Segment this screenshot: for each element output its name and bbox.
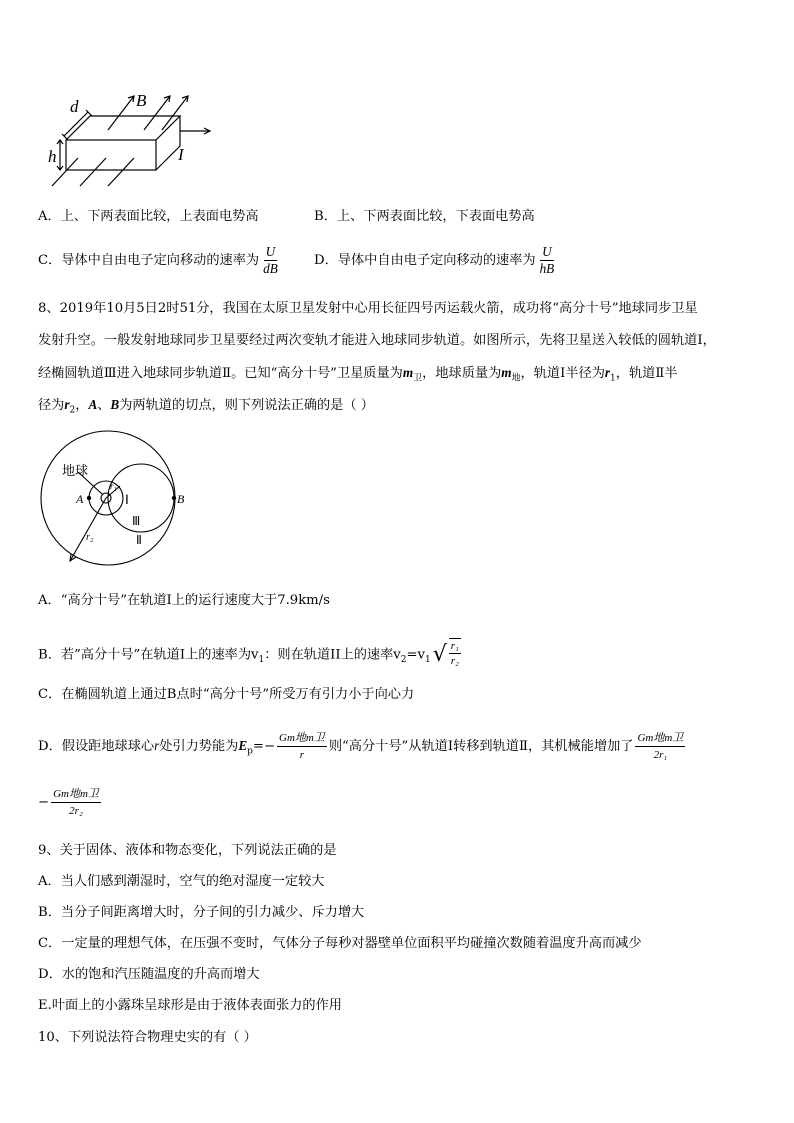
q8-option-b (38, 638, 463, 672)
frac-denominator: hB (539, 261, 555, 276)
orbit-figure (36, 428, 196, 584)
q8-stem-line2: 发射升空。一般发射地球同步卫星要经过两次变轨才能进入地球同步轨道。如图所示，先将卫星送入较低的圆轨道Ⅰ， (38, 333, 716, 348)
symbol-m-sat: m (402, 365, 414, 380)
q7-option-c-text: C．导体中自由电子定向移动的速率为 (38, 253, 260, 268)
q9-option-a: A．当人们感到潮湿时，空气的绝对湿度一定较大 (38, 874, 325, 889)
q7-option-d (314, 244, 558, 277)
symbol-Ep: E (238, 738, 248, 753)
q9-option-d: D．水的饱和汽压随温度的升高而增大 (38, 967, 260, 982)
symbol-m-earth: m (501, 365, 512, 380)
subscript: 卫 (413, 373, 423, 384)
text-span: 处引力势能为 (159, 739, 239, 754)
frac-denominator: r (299, 749, 305, 761)
q7-option-a: A．上、下两表面比较，上表面电势高 (38, 209, 259, 224)
label-r2: r₂ (86, 532, 94, 543)
frac-denominator: 2r₁ (653, 749, 668, 761)
q7-option-d-fraction (538, 244, 557, 277)
subscript: 2 (400, 655, 407, 666)
q7-option-c (38, 244, 282, 277)
q7-option-d-text: D．导体中自由电子定向移动的速率为 (314, 253, 536, 268)
conductor-block-figure (38, 88, 218, 190)
subscript: 2 (69, 405, 76, 416)
text-span: 为两轨道的切点，则下列说法正确的是（ ） (119, 398, 374, 413)
frac-denominator: r₂ (450, 655, 459, 667)
potential-fraction (277, 730, 327, 763)
frac-numerator: U (542, 244, 552, 259)
text-span: =v (406, 647, 425, 663)
symbol-r1: r (604, 365, 611, 380)
subscript: 1 (258, 655, 265, 666)
label-orbit-I: Ⅰ (125, 492, 129, 507)
q9-stem: 9、关于固体、液体和物态变化，下列说法正确的是 (38, 843, 337, 858)
text-span: =− (252, 739, 276, 754)
symbol-r2: r (64, 397, 70, 412)
label-earth: 地球 (62, 463, 89, 478)
text-span: ：则在轨道II上的速率v (264, 647, 401, 663)
q7-option-c-fraction (261, 244, 280, 277)
text-span: ，地球质量为 (422, 366, 502, 381)
q8-stem-line4 (38, 396, 374, 420)
text-span: D．假设距地球球心 (38, 739, 155, 754)
label-B: B (136, 91, 147, 110)
sqrt-expression (433, 638, 463, 672)
frac-numerator: Gm地m卫 (277, 730, 327, 747)
text-span: 经椭圆轨道Ⅲ进入地球同步轨道Ⅱ。已知“高分十号”卫星质量为 (38, 366, 403, 381)
q8-option-d (38, 730, 687, 763)
symbol-A: A (88, 397, 98, 412)
label-r1: r₁ (110, 481, 117, 491)
subscript: 地 (511, 373, 521, 384)
text-span: B．若”高分十号”在轨道I上的速率为v (38, 647, 259, 663)
label-orbit-III: Ⅲ (132, 514, 141, 528)
q9-option-c: C．一定量的理想气体，在压强不变时，气体分子每秒对器壁单位面积平均碰撞次数随着温度升高而减少 (38, 936, 642, 951)
q8-stem-line3 (38, 364, 677, 388)
label-orbit-II: Ⅱ (136, 533, 142, 547)
q8-option-c: C．在椭圆轨道上通过B点时“高分十号”所受万有引力小于向心力 (38, 687, 415, 702)
text-span: ，轨道Ⅱ半 (615, 366, 678, 381)
label-h: h (48, 147, 57, 166)
label-A: A (76, 492, 84, 506)
symbol-r: r (154, 738, 160, 753)
text-span: 、 (97, 398, 111, 413)
frac-numerator: r₁ (450, 640, 459, 652)
energy-fraction-1 (635, 730, 685, 763)
sqrt-fraction (449, 638, 461, 672)
minus-sign: − (38, 795, 50, 810)
subscript: 1 (425, 655, 431, 666)
label-I: I (178, 145, 184, 164)
q8-stem-line1: 8、2019年10月5日2时51分，我国在太原卫星发射中心用长征四号丙运载火箭，成功将“高分十号”地球同步卫星 (38, 301, 698, 316)
radical-sign: √ (432, 642, 447, 667)
frac-numerator: U (265, 244, 276, 259)
label-B: B (177, 492, 185, 506)
text-span: ，轨道Ⅰ半径为 (520, 366, 605, 381)
frac-denominator: dB (263, 261, 278, 276)
q8-option-a: A．“高分十号”在轨道Ⅰ上的运行速度大于7.9km/s (38, 593, 330, 608)
subscript: p (247, 746, 253, 757)
frac-numerator: Gm地m卫 (635, 730, 685, 747)
symbol-B: B (110, 397, 120, 412)
q8-option-d-continued (38, 786, 103, 819)
q10-stem: 10、下列说法符合物理史实的有（ ） (38, 1030, 257, 1045)
frac-numerator: Gm地m卫 (51, 786, 101, 803)
q7-option-b: B．上、下两表面比较，下表面电势高 (314, 209, 535, 224)
label-d: d (70, 97, 79, 116)
q9-option-b: B．当分子间距离增大时，分子间的引力减少、斥力增大 (38, 905, 365, 920)
q9-option-e: E.叶面上的小露珠呈球形是由于液体表面张力的作用 (38, 998, 342, 1013)
subscript: 1 (610, 373, 616, 384)
text-span: 径为 (38, 398, 65, 413)
text-span: ， (75, 398, 89, 413)
energy-fraction-2 (51, 786, 101, 819)
text-span: 则“高分十号”从轨道Ⅰ转移到轨道Ⅱ，其机械能增加了 (328, 739, 634, 754)
frac-denominator: 2r₂ (69, 805, 83, 817)
